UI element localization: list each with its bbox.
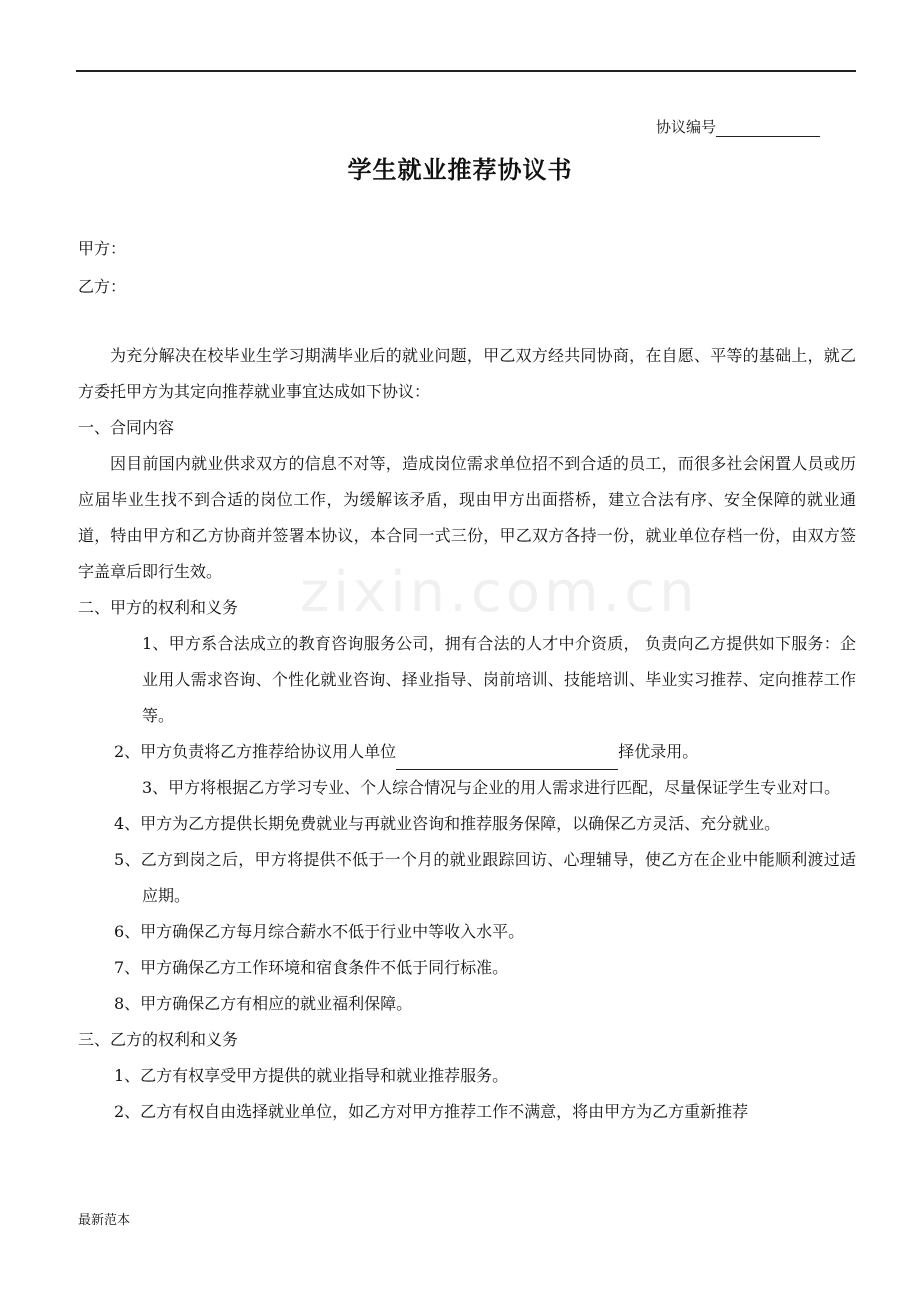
header-rule xyxy=(76,70,856,72)
employer-blank xyxy=(396,753,618,770)
watermark: zixin.com.cn xyxy=(300,560,699,625)
section3-heading: 三、乙方的权利和义务 xyxy=(78,1030,239,1049)
document-body xyxy=(78,338,856,1130)
agreement-number-label: 协议编号 xyxy=(656,118,717,136)
section2-item7: 7、甲方确保乙方工作环境和宿食条件不低于同行标准。 xyxy=(114,958,509,977)
section2-item4: 4、甲方为乙方提供长期免费就业与再就业咨询和推荐服务保障，以确保乙方灵活、充分就业。 xyxy=(114,814,781,833)
party-a-label: 甲方： xyxy=(78,239,127,258)
intro-paragraph: 为充分解决在校毕业生学习期满毕业后的就业问题，甲乙双方经共同协商，在自愿、平等的基础上，就乙方委托甲方为其定向推荐就业事宜达成如下协议： xyxy=(78,346,856,401)
agreement-number-blank xyxy=(716,122,820,137)
section1-heading: 一、合同内容 xyxy=(78,418,175,437)
section2-item2-text: 2、甲方负责将乙方推荐给协议用人单位 xyxy=(114,742,397,761)
section1-paragraph: 因目前国内就业供求双方的信息不对等，造成岗位需求单位招不到合适的员工，而很多社会闲置人员或历应届毕业生找不到合适的岗位工作，为缓解该矛盾，现由甲方出面搭桥，建立合法有序、安全保障的就业通道，特由甲方和乙方协商并签署本协议，本合同一式三份，甲乙双方各持一份，就业单位存档一份，由双方签字盖章后即行生效。 xyxy=(78,454,856,581)
document-title: 学生就业推荐协议书 xyxy=(347,155,573,184)
section3-item1: 1、乙方有权享受甲方提供的就业指导和就业推荐服务。 xyxy=(114,1066,509,1085)
party-b-label: 乙方： xyxy=(78,277,127,296)
section2-item2 xyxy=(78,734,856,770)
section2-item2-suffix: 择优录用。 xyxy=(618,742,699,761)
section2-item6: 6、甲方确保乙方每月综合薪水不低于行业中等收入水平。 xyxy=(114,922,525,941)
section2-item5: 5、乙方到岗之后，甲方将提供不低于一个月的就业跟踪回访、心理辅导，使乙方在企业中能顺利渡过适应期。 xyxy=(114,850,856,905)
footer-label: 最新范本 xyxy=(78,1213,131,1228)
section3-item2: 2、乙方有权自由选择就业单位，如乙方对甲方推荐工作不满意，将由甲方为乙方重新推荐 xyxy=(114,1102,749,1121)
section2-heading: 二、甲方的权利和义务 xyxy=(78,598,239,617)
section2-item1: 1、甲方系合法成立的教育咨询服务公司，拥有合法的人才中介资质， 负责向乙方提供如下服务：企业用人需求咨询、个性化就业咨询、择业指导、岗前培训、技能培训、毕业实习推荐、定向推荐工作等。 xyxy=(142,634,856,725)
section2-item3: 3、甲方将根据乙方学习专业、个人综合情况与企业的用人需求进行匹配，尽量保证学生专业对口。 xyxy=(142,778,841,797)
section2-item8: 8、甲方确保乙方有相应的就业福利保障。 xyxy=(114,994,413,1013)
agreement-number xyxy=(656,116,820,137)
